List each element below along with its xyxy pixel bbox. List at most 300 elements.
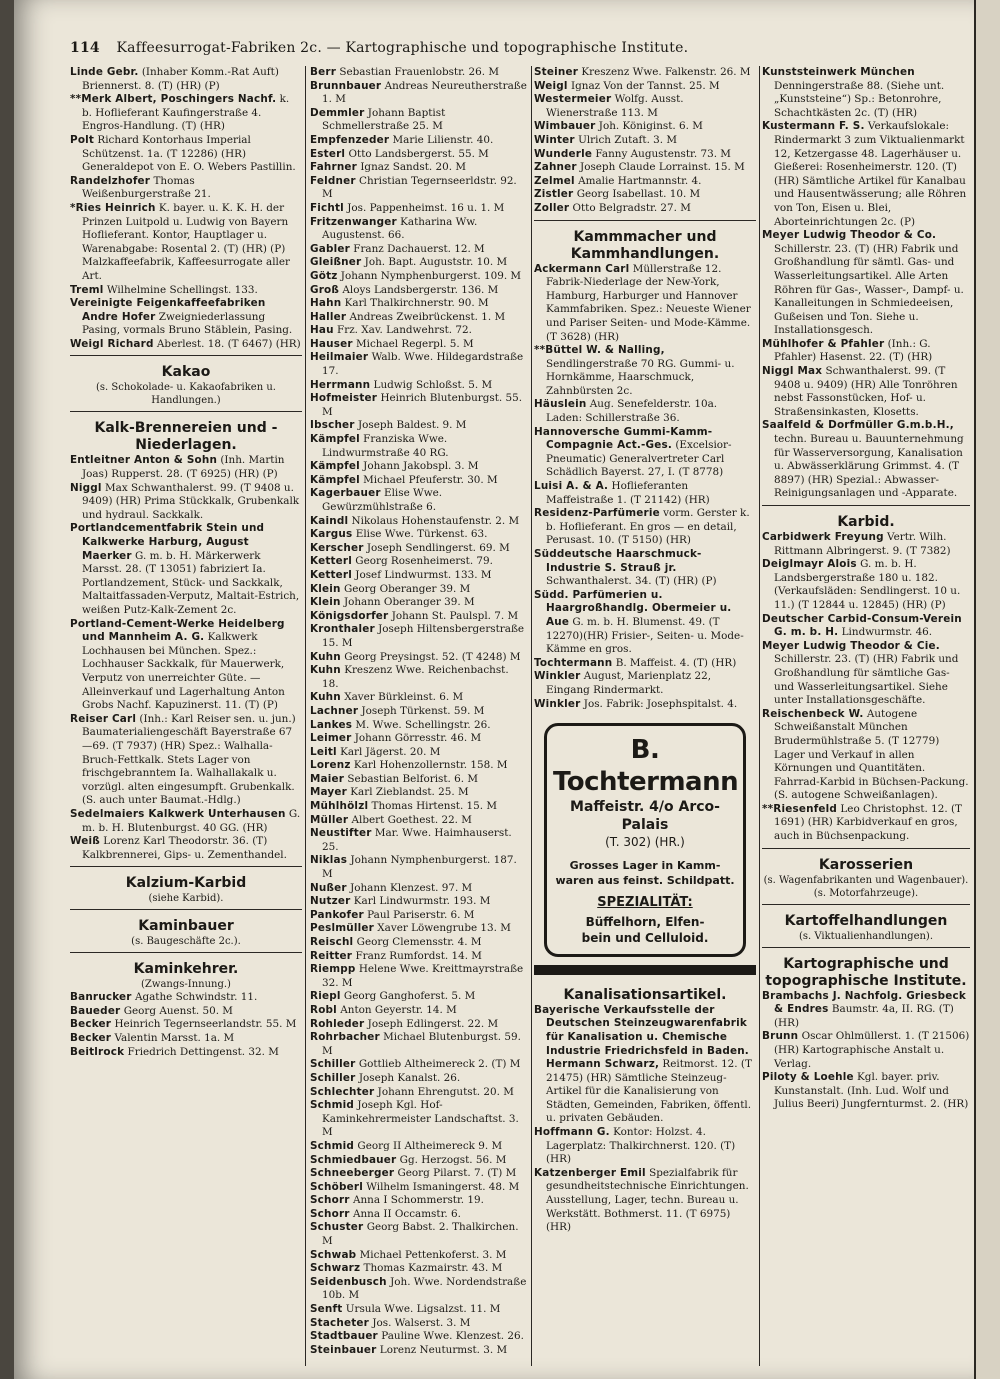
entry-details: Friedrich Dettingenst. 32. M bbox=[127, 1045, 279, 1058]
directory-entry bbox=[762, 365, 970, 419]
entry-name: Senft bbox=[310, 1303, 343, 1316]
entry-details: Elise Wwe. Türkenst. 63. bbox=[355, 528, 488, 541]
entry-details: Georg Auenst. 50. M bbox=[123, 1004, 233, 1017]
section-divider bbox=[70, 952, 302, 953]
directory-entry bbox=[310, 664, 528, 691]
entry-details: Georg Babst. 2. Thalkirchen. M bbox=[322, 1221, 519, 1248]
directory-entry bbox=[534, 698, 756, 712]
entry-details: Anna II Occamstr. 6. bbox=[352, 1207, 461, 1220]
entry-name: Kuhn bbox=[310, 650, 341, 663]
entry-name: Neustifter bbox=[310, 827, 372, 840]
entry-details: Otto Landsbergerst. 55. M bbox=[348, 147, 489, 160]
entry-details: Spezialfabrik für gesundheitstechnische Einrichtungen. Ausstellung, Lager, techn. Bureau u. Werkstätt. Bothmerst. 11. (T 6975) (HR) bbox=[546, 1166, 749, 1234]
directory-entry bbox=[310, 324, 528, 338]
directory-entry bbox=[310, 542, 528, 556]
section-note: (s. Baugeschäfte 2c.). bbox=[131, 936, 241, 948]
directory-entry bbox=[534, 344, 756, 398]
entry-details: Kontor: Holzst. 4. Lagerplatz: Thalkirchnerst. 120. (T) (HR) bbox=[546, 1126, 736, 1166]
entry-name: Zahner bbox=[534, 161, 577, 174]
directory-entry bbox=[310, 990, 528, 1004]
entry-name: Kunststeinwerk München bbox=[762, 66, 915, 78]
entry-name: Portlandcementfabrik Stein und Kalkwerke Harburg, August Maerker bbox=[70, 522, 265, 562]
directory-entry bbox=[310, 487, 528, 514]
entry-name: Süddeutsche Haarschmuck-Industrie S. Strauß jr. bbox=[534, 548, 702, 574]
entry-name: Kustermann F. S. bbox=[762, 120, 865, 133]
entry-details: Georg Clemensstr. 4. M bbox=[356, 936, 482, 948]
entry-name: Leimer bbox=[310, 732, 352, 745]
directory-entry bbox=[310, 80, 528, 107]
column-rule bbox=[531, 66, 532, 1366]
entry-details: Aug. Senefelderstr. 10a. Laden: Schillerstraße 36. bbox=[546, 398, 718, 425]
section-note: (siehe Karbid). bbox=[148, 893, 224, 905]
entry-details: Franziska Wwe. Lindwurmstraße 40 RG. bbox=[322, 433, 449, 459]
section-divider bbox=[762, 848, 970, 849]
entry-details: Katharina Ww. Augustenst. 66. bbox=[322, 215, 478, 242]
entry-name: Reiser Carl bbox=[70, 712, 137, 725]
entry-details: Kreszenz Wwe. Reichenbachst. 18. bbox=[322, 664, 509, 690]
entry-name: Haller bbox=[310, 310, 347, 323]
section-heading: Karbid. bbox=[837, 514, 895, 530]
directory-entry bbox=[310, 719, 528, 733]
entry-name: Ackermann Carl bbox=[534, 262, 630, 275]
entry-name: Winter bbox=[534, 133, 575, 146]
column-4 bbox=[762, 66, 970, 1366]
entry-details: Pauline Wwe. Klenzest. 26. bbox=[381, 1330, 524, 1343]
entry-name: Mühlhofer & Pfahler bbox=[762, 337, 885, 350]
entry-name: Becker bbox=[70, 1018, 112, 1031]
directory-entry bbox=[762, 708, 970, 803]
entry-details: techn. Bureau u. Bauunternehmung für Wasserversorgung, Kanalisation u. Abwässerklärung Grimmst. 4. (T 8897) (HR) Spezial.: Abwasser-Reinigungsanlagen und -Apparate. bbox=[774, 433, 964, 500]
entry-details: (Inh.: Karl Reiser sen. u. jun.) Baumaterialiengeschäft Bayerstraße 67—69. (T 7937) (HR) Spez.: Walhalla-Bruch-Fettkalk. Stets Lager von frischgebranntem Ia. Walhallakalk u. vorzügl. alten eingesumpft. Grubenkalk. (S. auch unter Baumat.-Hdlg.) bbox=[82, 712, 296, 807]
directory-entry bbox=[310, 746, 528, 760]
directory-entry bbox=[310, 338, 528, 352]
entry-details: M. Wwe. Schellingstr. 26. bbox=[355, 718, 491, 731]
directory-entry bbox=[310, 610, 528, 624]
directory-entry bbox=[762, 419, 970, 501]
directory-entry bbox=[310, 134, 528, 148]
entry-name: Kerscher bbox=[310, 541, 364, 554]
entry-details: Jos. Fabrik: Josephspitalst. 4. bbox=[583, 697, 738, 710]
entry-details: Autogene Schweißanstalt München Brudermühlstraße 5. (T 12779) Lager und Verkauf in allen Körnungen und Quantitäten. Fahrrad-Karbid in Büchsen-Packung. (S. autogene Schweißanlagen). bbox=[774, 707, 969, 802]
directory-entry bbox=[762, 640, 970, 708]
entry-name: Riempp bbox=[310, 963, 356, 976]
entry-name: Randelzhofer bbox=[70, 174, 151, 187]
entry-name: Königsdorfer bbox=[310, 609, 389, 622]
entry-name: Becker bbox=[70, 1032, 112, 1045]
entry-name: Lachner bbox=[310, 704, 359, 717]
entry-details: Jos. Walserst. 3. M bbox=[372, 1316, 471, 1329]
directory-entry bbox=[310, 297, 528, 311]
entry-name: Brunnbauer bbox=[310, 79, 382, 92]
entry-name: Kämpfel bbox=[310, 460, 360, 473]
entry-name: Banrucker bbox=[70, 991, 132, 1004]
section-divider bbox=[70, 909, 302, 910]
directory-entry bbox=[310, 773, 528, 787]
directory-entry bbox=[310, 175, 528, 202]
entry-details: Franz Rumfordst. 14. M bbox=[355, 949, 482, 962]
column-1 bbox=[70, 66, 302, 1366]
entry-name: Brambachs J. Nachfolg. Griesbeck & Endres bbox=[762, 989, 967, 1016]
entry-name: Kuhn bbox=[310, 664, 341, 677]
directory-entry bbox=[70, 1032, 302, 1046]
entry-details: Thomas Weißenburgerstraße 21. bbox=[82, 174, 211, 201]
directory-entry bbox=[310, 814, 528, 828]
section-heading: Kalk-Brennereien und -Niederlagen. bbox=[94, 420, 278, 454]
entry-details: Christian Tegernseerldstr. 92. M bbox=[322, 174, 517, 201]
directory-entry bbox=[310, 732, 528, 746]
entry-details: vorm. Gerster k. b. Hoflieferant. En gros — en detail, Perusast. 10. (T 5150) (HR) bbox=[546, 507, 750, 547]
directory-entry bbox=[310, 202, 528, 216]
entry-details: Zweigniederlassung Pasing, vormals Bruno Stäblein, Pasing. bbox=[82, 310, 293, 337]
directory-entry bbox=[762, 1071, 970, 1112]
entry-name: Winkler bbox=[534, 670, 581, 683]
entry-details: B. Maffeist. 4. (T) (HR) bbox=[615, 656, 737, 669]
entry-name: Esterl bbox=[310, 147, 346, 160]
entry-details: Verkaufslokale: Rindermarkt 3 zum Viktualienmarkt 12, Ketzergasse 48. Lagerhäuser u. Gießerei: Rosenheimerstr. 120. (T) (HR) Sämtliche Artikel für Kanalbau und Hausentwässerung; alle Röhren von Ton, Eisen u. Blei, Aborteinrichtungen 2c. (P) bbox=[774, 120, 967, 228]
entry-name: Lorenz bbox=[310, 759, 351, 772]
entry-name: Weiß bbox=[70, 835, 100, 848]
entry-name: Klein bbox=[310, 596, 341, 609]
directory-entry bbox=[310, 311, 528, 325]
directory-entry bbox=[310, 284, 528, 298]
directory-entry bbox=[762, 66, 970, 120]
directory-entry bbox=[310, 882, 528, 896]
entry-details: Ignaz Sandst. 20. M bbox=[360, 161, 466, 174]
directory-entry bbox=[762, 803, 970, 844]
entry-details: Karl Jägerst. 20. M bbox=[340, 745, 441, 758]
directory-entry bbox=[70, 618, 302, 713]
section-heading: Kaminbauer bbox=[138, 918, 234, 935]
section-divider bbox=[762, 904, 970, 905]
entry-name: Mühlhölzl bbox=[310, 800, 369, 813]
entry-name: Nußer bbox=[310, 881, 347, 894]
entry-name: Schöberl bbox=[310, 1180, 363, 1193]
entry-details: Fanny Augustenstr. 73. M bbox=[595, 147, 731, 160]
directory-entry bbox=[70, 808, 302, 835]
entry-name: Piloty & Loehle bbox=[762, 1071, 854, 1084]
directory-entry bbox=[310, 528, 528, 542]
entry-details: Kgl. bayer. priv. Kunstanstalt. (Inh. Lud. Wolf und Julius Beeri) Jungfernturmst. 2. (HR) bbox=[774, 1071, 969, 1111]
section-heading: Kaminkehrer. bbox=[133, 961, 239, 978]
entry-details: Leo Christophst. 12. (T 1691) (HR) Karbidverkauf en gros, auch in Büchsenpackung. bbox=[774, 802, 962, 843]
entry-name: Sedelmaiers Kalkwerk Unterhausen bbox=[70, 807, 286, 820]
directory-entry bbox=[310, 1344, 528, 1358]
entry-name: Gleißner bbox=[310, 256, 362, 269]
section-note: (s. Schokolade- u. Kakaofabriken u. Handlungen.) bbox=[96, 382, 276, 407]
entry-details: Karl Lindwurmstr. 193. M bbox=[353, 895, 491, 908]
entry-name: Fichtl bbox=[310, 201, 344, 214]
directory-entry bbox=[534, 93, 756, 120]
entry-name: Katzenberger Emil bbox=[534, 1166, 646, 1179]
entry-name: Ketterl bbox=[310, 555, 352, 568]
entry-name: *Ries Heinrich bbox=[70, 201, 156, 214]
directory-entry bbox=[534, 1167, 756, 1235]
entry-details: Georg Oberanger 39. M bbox=[343, 582, 471, 595]
directory-entry bbox=[310, 515, 528, 529]
ad-special-line: bein und Celluloid. bbox=[581, 930, 709, 945]
directory-entry bbox=[70, 175, 302, 202]
entry-name: Kaindl bbox=[310, 514, 349, 527]
entry-name: Fritzenwanger bbox=[310, 215, 397, 228]
directory-entry bbox=[310, 433, 528, 460]
entry-details: Joseph Baldest. 9. M bbox=[357, 419, 467, 432]
entry-details: Joseph Claude Lorrainst. 15. M bbox=[580, 161, 745, 174]
directory-entry bbox=[310, 895, 528, 909]
entry-details: Ludwig Schloßst. 5. M bbox=[373, 378, 493, 391]
entry-name: Schiller bbox=[310, 1058, 356, 1071]
ad-address: Maffeistr. 4/o Arco-Palais bbox=[570, 799, 720, 834]
entry-details: Franz Dachauerst. 12. M bbox=[353, 242, 485, 255]
directory-entry bbox=[762, 531, 970, 558]
directory-entry bbox=[762, 990, 970, 1031]
entry-name: Tochtermann bbox=[534, 656, 613, 669]
entry-name: Brunn bbox=[762, 1030, 799, 1043]
entry-name: Ibscher bbox=[310, 419, 355, 432]
entry-details: Ignaz Von der Tannst. 25. M bbox=[571, 79, 720, 92]
directory-entry bbox=[310, 705, 528, 719]
entry-name: Robl bbox=[310, 1003, 337, 1016]
entry-details: G. m. b. H. Blumenst. 49. (T 12270)(HR) Frisier-, Seiten- u. Mode-Kämme en gros. bbox=[546, 615, 744, 656]
directory-entry bbox=[310, 827, 528, 854]
entry-name: Saalfeld & Dorfmüller G.m.b.H., bbox=[762, 419, 954, 432]
entry-name: Groß bbox=[310, 283, 340, 296]
entry-name: Beitlrock bbox=[70, 1045, 125, 1058]
entry-details: Schillerstr. 23. (T) (HR) Fabrik und Großhandlung für sämtliche Gas- und Wasserleitungsartikel. Siehe unter Installationsgeschäfte. bbox=[774, 653, 959, 707]
directory-entry bbox=[534, 548, 756, 589]
entry-name: Linde Gebr. bbox=[70, 66, 139, 78]
directory-entry bbox=[310, 1303, 528, 1317]
entry-name: Kargus bbox=[310, 528, 353, 541]
section-note: (s. Wagenfabrikanten und Wagenbauer). (s. Motorfahrzeuge). bbox=[763, 874, 969, 899]
section-divider bbox=[762, 505, 970, 506]
directory-entry bbox=[310, 800, 528, 814]
entry-details: Johann Oberanger 39. M bbox=[343, 596, 475, 609]
directory-entry bbox=[310, 1249, 528, 1263]
directory-entry bbox=[762, 1030, 970, 1071]
directory-entry bbox=[310, 596, 528, 610]
entry-details: Elise Wwe. Gewürzmühlstraße 6. bbox=[322, 487, 443, 513]
running-title: Kaffeesurrogat-Fabriken 2c. — Kartographische und topographische Institute. bbox=[116, 40, 689, 56]
directory-entry bbox=[310, 1058, 528, 1072]
entry-name: Steinbauer bbox=[310, 1343, 377, 1356]
entry-details: (Excelsior-Pneumatic) Generalvertreter Carl Schädlich Bayerst. 27, I. (T 8778) bbox=[546, 439, 732, 479]
directory-entry bbox=[310, 963, 528, 990]
column-rule bbox=[305, 66, 306, 1366]
entry-details: Joseph Kgl. Hof-Kaminkehrermeister Landschaftst. 3. M bbox=[322, 1099, 519, 1139]
entry-details: Xaver Bürkleinst. 6. M bbox=[344, 691, 464, 704]
directory-entry bbox=[310, 351, 528, 378]
section-heading: Kalzium-Karbid bbox=[125, 875, 247, 892]
directory-entry bbox=[310, 1208, 528, 1222]
directory-entry bbox=[534, 188, 756, 202]
entry-name: Berr bbox=[310, 66, 337, 78]
entry-name: Heilmaier bbox=[310, 351, 369, 364]
entry-name: Schmid bbox=[310, 1139, 355, 1152]
entry-name: Kämpfel bbox=[310, 473, 360, 486]
entry-details: Georg II Altheimereck 9. M bbox=[357, 1139, 503, 1152]
directory-entry bbox=[310, 161, 528, 175]
section-heading: Kanalisationsartikel. bbox=[563, 986, 727, 1003]
entry-name: Treml bbox=[70, 283, 104, 296]
entry-name: Gabler bbox=[310, 242, 350, 255]
entry-name: Residenz-Parfümerie bbox=[534, 507, 660, 520]
entry-details: Aberlest. 18. (T 6467) (HR) bbox=[156, 337, 301, 350]
directory-entry bbox=[310, 460, 528, 474]
directory-entry bbox=[762, 613, 970, 640]
entry-details: k. b. Hoflieferant Kaufingerstraße 4. Engros-Handlung. (T) (HR) bbox=[82, 93, 290, 133]
entry-details: Schwanthalerst. 34. (T) (HR) (P) bbox=[546, 575, 717, 588]
directory-entry bbox=[310, 270, 528, 284]
entry-details: Karl Zieblandst. 25. M bbox=[350, 786, 469, 799]
directory-entry bbox=[310, 1276, 528, 1303]
directory-entry bbox=[534, 161, 756, 175]
entry-name: Wunderle bbox=[534, 147, 593, 160]
entry-details: Müllerstraße 12. Fabrik-Niederlage der New-York, Hamburg, Harburger und Hannover Kammfabriken. Spez.: Neueste Wiener und Pariser Seiten- und Mode-Kämme. (T 3628) (HR) bbox=[546, 262, 751, 343]
directory-entry bbox=[310, 1086, 528, 1100]
entry-details: G. m. b. H. Märkerwerk Marsst. 28. (T 13051) fabriziert Ia. Portlandzement, Stück- und Sackkalk, Maltaitfassaden-Verputz, Maltait-Estrich, weißen Putz-Kalk-Zement 2c. bbox=[82, 549, 300, 616]
section-heading: Kammmacher und Kammhandlungen. bbox=[570, 228, 720, 262]
entry-name: Kämpfel bbox=[310, 433, 360, 446]
directory-entry bbox=[310, 1194, 528, 1208]
entry-name: Stacheter bbox=[310, 1316, 370, 1329]
entry-details: Michael Pfeuferstr. 30. M bbox=[363, 473, 498, 486]
entry-name: Seidenbusch bbox=[310, 1275, 387, 1288]
directory-entry bbox=[70, 66, 302, 93]
entry-details: Lorenz Neuturmst. 3. M bbox=[379, 1343, 508, 1356]
section-divider bbox=[534, 220, 756, 221]
entry-details: Marie Lilienstr. 40. bbox=[392, 133, 494, 146]
directory-entry bbox=[310, 1018, 528, 1032]
directory-entry bbox=[310, 1167, 528, 1181]
directory-entry bbox=[534, 1004, 756, 1126]
entry-details: Agathe Schwindstr. 11. bbox=[134, 991, 258, 1004]
entry-name: Reitter bbox=[310, 949, 353, 962]
entry-details: Kalkwerk Lochhausen bei München. Spez.: Lochhauser Sackkalk, für Mauerwerk, Verputz von unerreichter Güte. — Alleinverkauf und Lagerhaltung Anton Grobs Nachf. Kapuzinerst. 11. (T) (P) bbox=[82, 631, 285, 712]
entry-name: Hau bbox=[310, 324, 334, 337]
directory-entry bbox=[70, 284, 302, 298]
entry-details: Frz. Xav. Landwehrst. 72. bbox=[337, 324, 472, 337]
entry-name: Klein bbox=[310, 582, 341, 595]
entry-name: Stadtbauer bbox=[310, 1330, 378, 1343]
ad-special-line: Büffelhorn, Elfen- bbox=[585, 914, 705, 929]
directory-entry bbox=[310, 623, 528, 650]
directory-entry bbox=[310, 216, 528, 243]
entry-details: Mar. Wwe. Haimhauserst. 25. bbox=[322, 827, 512, 853]
entry-name: Zistler bbox=[534, 188, 574, 201]
entry-name: Portland-Cement-Werke Heidelberg und Mannheim A. G. bbox=[70, 617, 285, 644]
entry-name: Mayer bbox=[310, 786, 347, 799]
entry-details: Anna I Schommerstr. 19. bbox=[352, 1194, 484, 1207]
directory-entry bbox=[70, 454, 302, 481]
directory-entry bbox=[534, 507, 756, 548]
entry-name: Schwarz bbox=[310, 1262, 361, 1275]
entry-details: Joseph Sendlingerst. 69. M bbox=[366, 541, 510, 554]
directory-entry bbox=[534, 657, 756, 671]
entry-details: Gg. Herzogst. 56. M bbox=[399, 1153, 507, 1166]
entry-name: Luisi A. & A. bbox=[534, 480, 609, 493]
directory-entry bbox=[310, 1154, 528, 1168]
entry-details: K. bayer. u. K. K. H. der Prinzen Luitpold u. Ludwig von Bayern Hoflieferant. Kontor, Hauptlager u. Warenabgabe: Rosental 2. (T) (HR) (P) Malzkaffeefabrik, Kaffeesurrogate aller Art. bbox=[82, 201, 290, 282]
entry-details: Johann Nymphenburgerst. 109. M bbox=[340, 269, 522, 282]
entry-name: Reischl bbox=[310, 936, 354, 948]
entry-details: Joseph Türkenst. 59. M bbox=[361, 704, 485, 717]
entry-details: (Inh. Martin Joas) Rupperst. 28. (T 6925) (HR) (P) bbox=[82, 454, 285, 481]
directory-entry bbox=[70, 522, 302, 617]
directory-entry bbox=[310, 651, 528, 665]
directory-entry bbox=[70, 482, 302, 523]
entry-name: Peslmüller bbox=[310, 922, 374, 935]
directory-entry bbox=[534, 80, 756, 94]
directory-entry bbox=[310, 379, 528, 393]
entry-name: Polt bbox=[70, 133, 95, 146]
entry-name: Niggl bbox=[70, 481, 102, 494]
entry-name: Müller bbox=[310, 813, 349, 826]
entry-details: Max Schwanthalerst. 99. (T 9408 u. 9409) (HR) Prima Stückkalk, Grubenkalk und hydraul. Sackkalk. bbox=[82, 481, 300, 521]
directory-entry bbox=[534, 589, 756, 657]
entry-details: Thomas Kazmairstr. 43. M bbox=[363, 1262, 503, 1275]
entry-details: Andreas Zweibrückenst. 1. M bbox=[349, 310, 506, 323]
entry-details: August, Marienplatz 22, Eingang Rindermarkt. bbox=[546, 670, 712, 696]
directory-entry bbox=[310, 474, 528, 488]
entry-details: Johann St. Paulspl. 7. M bbox=[391, 609, 519, 622]
directory-entry bbox=[534, 263, 756, 345]
entry-name: Ketterl bbox=[310, 568, 352, 581]
directory-entry bbox=[70, 991, 302, 1005]
section-divider bbox=[70, 411, 302, 412]
entry-details: Georg Isabellast. 10. M bbox=[576, 188, 701, 201]
directory-entry bbox=[70, 202, 302, 284]
directory-entry bbox=[310, 1181, 528, 1195]
entry-details: Sebastian Belforist. 6. M bbox=[347, 772, 479, 785]
entry-details: Johann Baptist Schmellerstraße 25. M bbox=[322, 106, 446, 133]
entry-details: Hoflieferanten Maffeistraße 1. (T 21142) (HR) bbox=[546, 480, 710, 506]
entry-details: Kreszenz Wwe. Falkenstr. 26. M bbox=[581, 66, 751, 78]
directory-entry bbox=[534, 66, 756, 80]
section-divider bbox=[70, 355, 302, 356]
page-number: 114 bbox=[70, 40, 100, 56]
page-header bbox=[70, 40, 970, 64]
section-bar bbox=[534, 965, 756, 975]
entry-details: Ulrich Zutaft. 3. M bbox=[578, 133, 678, 146]
entry-name: Vereinigte Feigenkaffeefabriken Andre Hofer bbox=[70, 297, 266, 323]
entry-details: Thomas Hirtenst. 15. M bbox=[371, 800, 498, 813]
entry-name: Schneeberger bbox=[310, 1167, 395, 1180]
directory-entry bbox=[310, 107, 528, 134]
entry-name: **Büttel W. & Nalling, bbox=[534, 344, 665, 357]
entry-name: Häuslein bbox=[534, 398, 587, 411]
entry-details: Joseph Hiltensbergerstraße 15. M bbox=[322, 623, 525, 649]
entry-name: Kronthaler bbox=[310, 623, 375, 636]
entry-name: Schmid bbox=[310, 1099, 355, 1112]
entry-details: Joh. Bapt. Auguststr. 10. M bbox=[364, 256, 508, 269]
directory-page bbox=[14, 0, 974, 1379]
entry-name: Leitl bbox=[310, 745, 337, 758]
entry-details: Baumstr. 4a, II. RG. (T) (HR) bbox=[774, 1003, 954, 1029]
entry-details: Sendlingerstraße 70 RG. Gummi- u. Hornkämme, Haarschmuck, Zahnbürsten 2c. bbox=[546, 357, 735, 397]
entry-details: Johann Görresstr. 46. M bbox=[354, 732, 482, 745]
entry-details: Nikolaus Hohenstaufenstr. 2. M bbox=[351, 514, 520, 527]
directory-entry bbox=[534, 120, 756, 134]
directory-entry bbox=[310, 922, 528, 936]
directory-entry bbox=[310, 1099, 528, 1140]
directory-entry bbox=[310, 1330, 528, 1344]
entry-name: Schiller bbox=[310, 1071, 356, 1084]
section-heading: Karosserien bbox=[818, 856, 914, 873]
directory-entry bbox=[534, 1126, 756, 1167]
directory-entry bbox=[762, 338, 970, 365]
entry-details: Wilhelm Ismaningerst. 48. M bbox=[366, 1180, 520, 1193]
entry-details: Schwanthalerst. 99. (T 9408 u. 9409) (HR) Alle Tonröhren nebst Fassonstücken, Hof- u. Straßensinkasten, Klosetts. bbox=[774, 365, 958, 418]
